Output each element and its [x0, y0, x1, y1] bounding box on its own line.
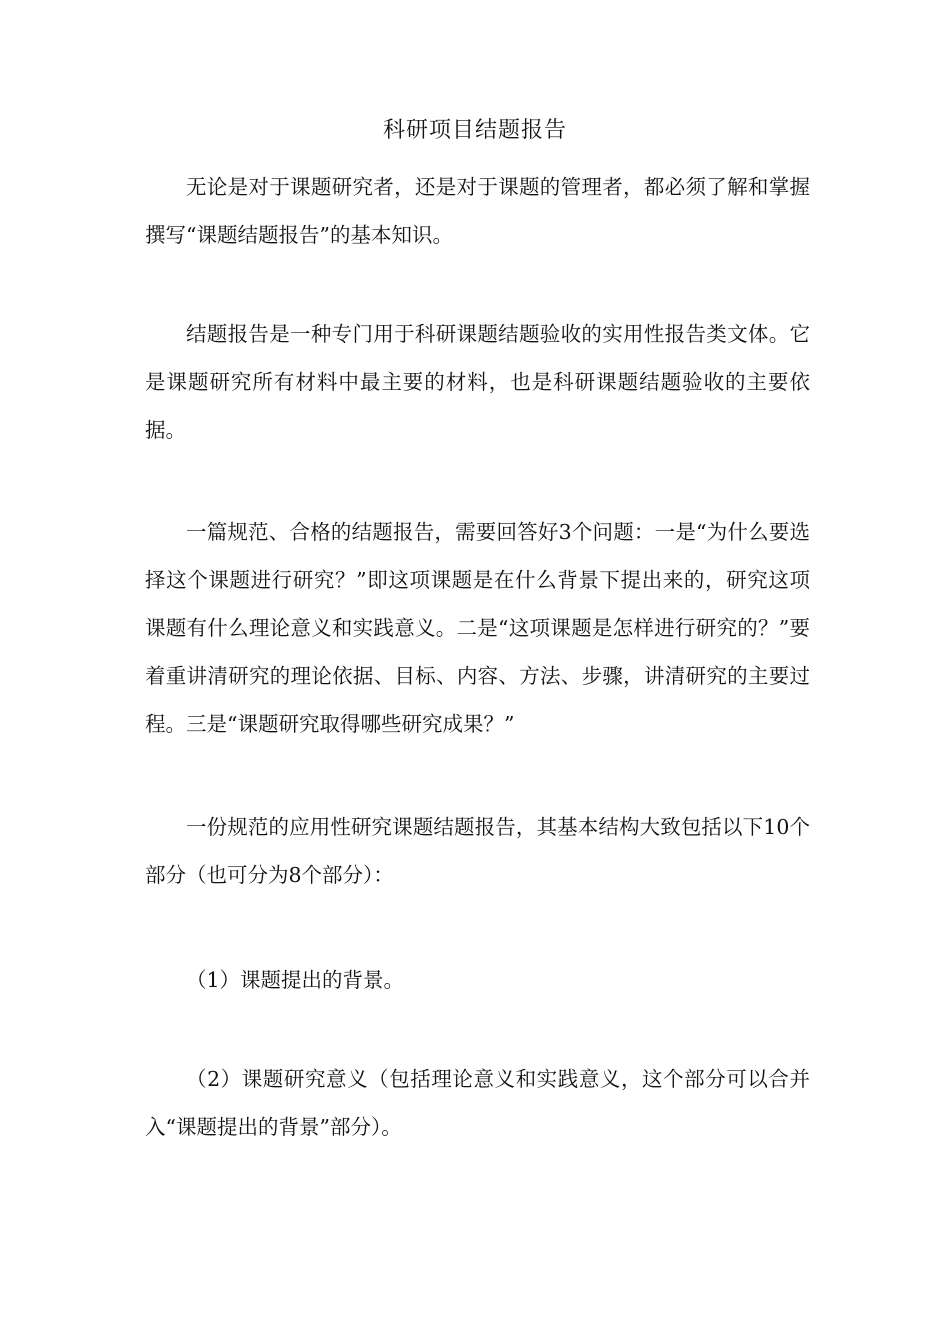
paragraph-definition: 结题报告是一种专门用于科研课题结题验收的实用性报告类文体。它是课题研究所有材料中最主要的材料，也是科研课题结题验收的主要依据。 [145, 322, 810, 442]
paragraph-intro: 无论是对于课题研究者，还是对于课题的管理者，都必须了解和掌握撰写“课题结题报告”的基本知识。 [145, 175, 810, 247]
paragraph-item-2: （2）课题研究意义（包括理论意义和实践意义，这个部分可以合并入“课题提出的背景”部分）。 [145, 1067, 810, 1139]
paragraph-structure: 一份规范的应用性研究课题结题报告，其基本结构大致包括以下10个部分（也可分为8个部分）： [145, 815, 810, 887]
paragraph-three-questions: 一篇规范、合格的结题报告，需要回答好3个问题：一是“为什么要选择这个课题进行研究？”即这项课题是在什么背景下提出来的，研究这项课题有什么理论意义和实践意义。二是“这项课题是怎样进行研究的？”要着重讲清研究的理论依据、目标、内容、方法、步骤，讲清研究的主要过程。三是“课题研究取得哪些研究成果？” [145, 520, 810, 736]
paragraph-item-1: （1）课题提出的背景。 [186, 968, 405, 992]
document-title: 科研项目结题报告 [382, 118, 567, 143]
